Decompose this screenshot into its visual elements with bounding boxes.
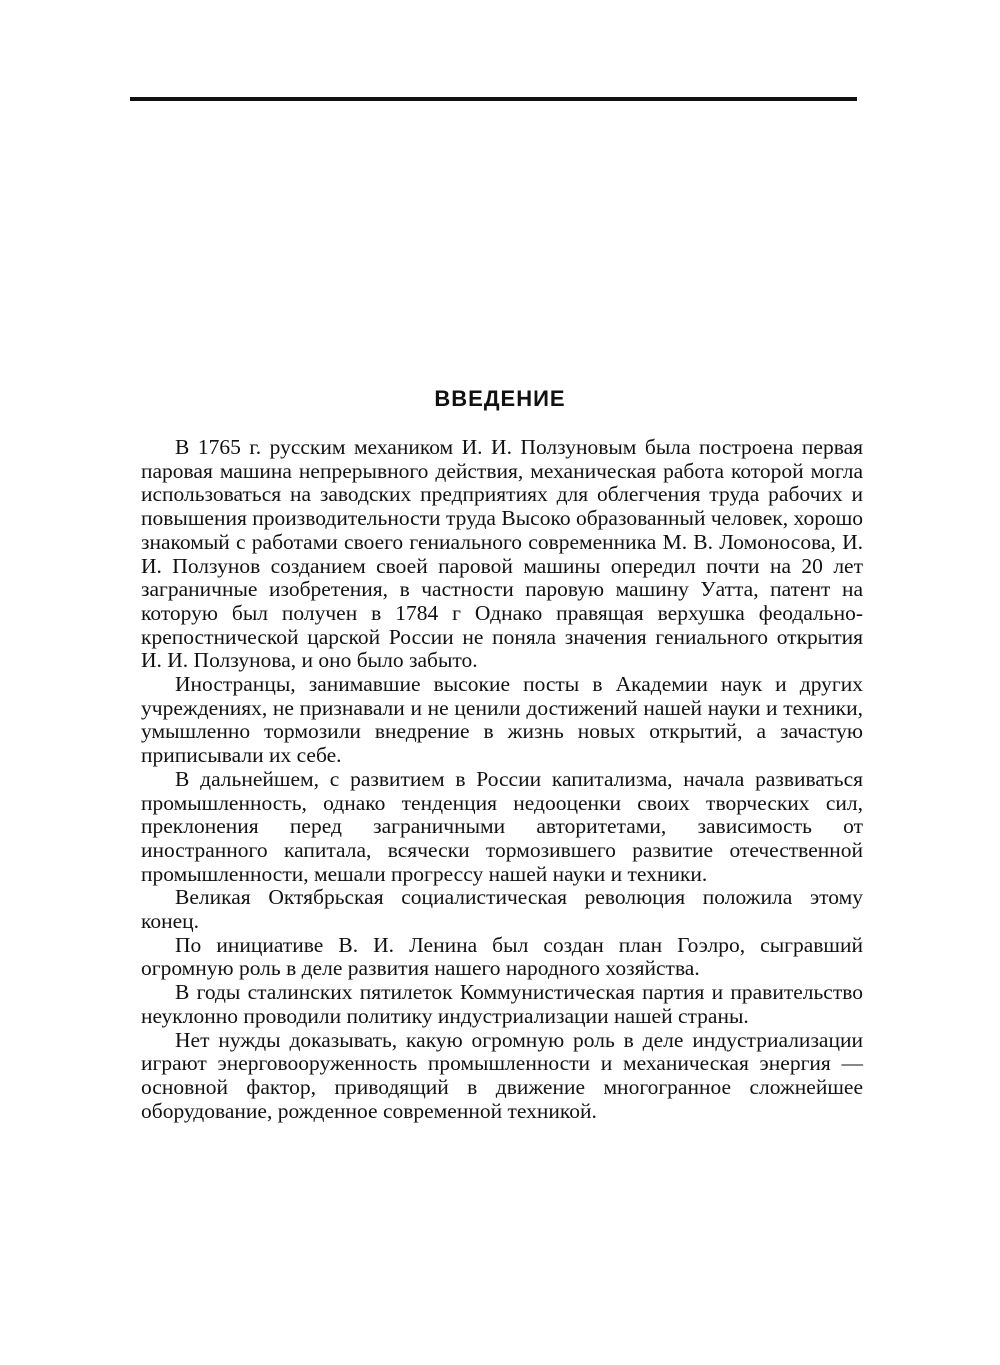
paragraph-7: Нет нужды доказывать, какую огромную роль в деле индустриализации играют энерговооруженность промышленности и механическая энергия — основной фактор, приводящий в движение многогранное сложнейшее оборудование, рожденное современной техникой.	[141, 1027, 863, 1123]
paragraph-3: В дальнейшем, с развитием в России капитализма, начала развиваться промышленность, однако тенденция недооценки своих творческих сил, преклонения перед заграничными авторитетами, зависимость от иностранного капитала, всячески тормозившего развитие отечественной промышленности, мешали прогрессу нашей науки и техники.	[141, 766, 863, 886]
top-rule-divider	[130, 97, 857, 101]
paragraph-5: По инициативе В. И. Ленина был создан план Гоэлро, сыгравший огромную роль в деле развития нашего народного хозяйства.	[141, 932, 863, 981]
paragraph-1: В 1765 г. русским механиком И. И. Ползуновым была построена первая паровая машина непрерывного действия, механическая работа которой могла использоваться на заводских предприятиях для облегчения труда рабочих и повышения производительности труда Высоко образованный человек, хорошо знакомый с работами своего гениального современника М. В. Ломоносова, И. И. Ползунов созданием своей паровой машины опередил почти на 20 лет заграничные изобретения, в частности паровую машину Уатта, патент на которую был получен в 1784 г Однако правящая верхушка феодально-крепостнической царской России не поняла значения гениального открытия И. И. Ползунова, и оно было забыто.	[141, 435, 863, 673]
paragraph-6: В годы сталинских пятилеток Коммунистическая партия и правительство неуклонно проводили политику индустриализации нашей страны.	[141, 980, 863, 1028]
body-text	[141, 436, 863, 1123]
paragraph-4: Великая Октябрьская социалистическая революция положила этому конец.	[141, 885, 863, 934]
page-title: ВВЕДЕНИЕ	[434, 386, 566, 411]
paragraph-2: Иностранцы, занимавшие высокие посты в Академии наук и других учреждениях, не признавали и не ценили достижений нашей науки и техники, умышленно тормозили внедрение в жизнь новых открытий, а зачастую приписывали их себе.	[141, 672, 863, 768]
